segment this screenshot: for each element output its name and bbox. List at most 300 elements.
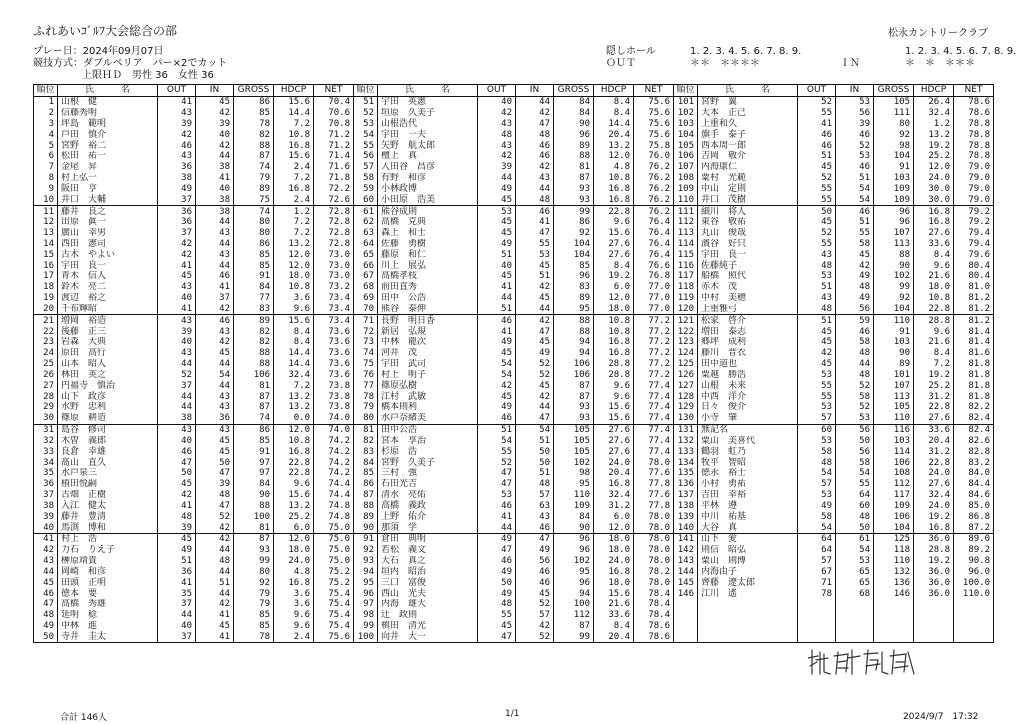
gross-score: 95 — [554, 479, 594, 490]
hdcp-value: 14.4 — [594, 118, 634, 129]
table-row — [34, 522, 354, 533]
net-score: 77.2 — [634, 326, 674, 337]
gross-score: 80 — [234, 217, 274, 228]
gross-score: 84 — [554, 108, 594, 119]
rank: 24 — [34, 348, 58, 359]
player-name: 粟山 美喜代 — [698, 436, 798, 447]
in-score: 50 — [836, 436, 874, 447]
table-row — [34, 194, 354, 205]
rank: 86 — [354, 479, 378, 490]
net-score: 81.8 — [954, 370, 994, 381]
rank: 128 — [674, 391, 698, 402]
net-score: 77.0 — [634, 282, 674, 293]
rank: 20 — [34, 304, 58, 315]
table-row — [674, 217, 994, 228]
gross-score: 91 — [874, 162, 914, 173]
player-name: 大石 真之 — [378, 556, 478, 567]
out-score: 46 — [798, 129, 836, 140]
hdcp-value: 24.0 — [914, 500, 954, 511]
player-name: 中林 進 — [58, 621, 158, 632]
rank: 79 — [354, 402, 378, 413]
net-score: 73.6 — [314, 326, 354, 337]
player-name: 鶴羽 虹乃 — [698, 446, 798, 457]
in-score: 46 — [836, 129, 874, 140]
net-score: 76.8 — [634, 271, 674, 282]
results-table-1 — [33, 84, 354, 643]
player-name: 古畑 正樹 — [58, 490, 158, 501]
out-score: 43 — [798, 293, 836, 304]
player-name: 山本 昭人 — [58, 359, 158, 370]
out-score: 49 — [158, 545, 196, 556]
in-score: 45 — [516, 337, 554, 348]
player-name: 渡辺 裕之 — [58, 293, 158, 304]
net-score: 77.8 — [634, 479, 674, 490]
player-name: 中林 龍次 — [378, 337, 478, 348]
net-score: 89.2 — [954, 545, 994, 556]
gross-score: 96 — [554, 271, 594, 282]
out-score: 55 — [798, 391, 836, 402]
table-row — [354, 162, 674, 173]
gross-score: 78 — [234, 118, 274, 129]
in-score: 54 — [836, 183, 874, 194]
net-score: 78.2 — [634, 566, 674, 577]
out-score: 45 — [478, 391, 516, 402]
in-score: 44 — [516, 304, 554, 315]
rank — [674, 610, 698, 621]
rank: 75 — [354, 359, 378, 370]
out-score: 37 — [158, 194, 196, 205]
hdcp-value: 27.6 — [594, 446, 634, 457]
gross-score: 89 — [554, 293, 594, 304]
player-name: 粟山 則博 — [698, 556, 798, 567]
in-score: 52 — [836, 380, 874, 391]
out-score: 41 — [158, 304, 196, 315]
gross-score: 84 — [554, 511, 594, 522]
player-name: 小林政博 — [378, 183, 478, 194]
gross-score: 107 — [874, 380, 914, 391]
net-score: 81.2 — [954, 315, 994, 326]
out-score: 46 — [158, 446, 196, 457]
player-name: 中山 定則 — [698, 183, 798, 194]
rank: 13 — [34, 228, 58, 239]
gross-score: 89 — [554, 140, 594, 151]
out-score: 44 — [158, 610, 196, 621]
net-score: 71.4 — [314, 151, 354, 162]
table-row — [34, 631, 354, 642]
print-timestamp: 2024/9/7 17:32 — [903, 712, 979, 722]
header-row — [674, 85, 994, 97]
net-score: 83.2 — [954, 457, 994, 468]
out-score: 39 — [478, 162, 516, 173]
gross-score: 88 — [554, 151, 594, 162]
rank: 94 — [354, 566, 378, 577]
out-score: 40 — [158, 621, 196, 632]
player-name: 内海康仁 — [698, 162, 798, 173]
net-score: 74.2 — [314, 436, 354, 447]
out-score: 45 — [478, 271, 516, 282]
rank: 141 — [674, 533, 698, 544]
hdcp-value: 16.8 — [914, 206, 954, 217]
table-row — [354, 194, 674, 205]
hdcp-value: 30.0 — [914, 183, 954, 194]
hdcp-value: 33.6 — [914, 424, 954, 435]
net-score: 81.2 — [954, 304, 994, 315]
hdcp-value: 36.0 — [914, 588, 954, 599]
table-row — [354, 282, 674, 293]
column-header-hdcp: HDCP — [274, 85, 314, 97]
player-name: 松田 祐一 — [58, 151, 158, 162]
rank: 125 — [674, 359, 698, 370]
gross-score: 95 — [554, 304, 594, 315]
hdcp-value: 18.0 — [594, 304, 634, 315]
player-name: 小村 勇祐 — [698, 479, 798, 490]
in-score: 39 — [196, 118, 234, 129]
net-score: 90.8 — [954, 556, 994, 567]
gross-score: 99 — [554, 206, 594, 217]
table-row — [674, 511, 994, 522]
table-row — [354, 315, 674, 326]
player-name: 宇田 武司 — [378, 359, 478, 370]
player-name: 藤井 豊清 — [58, 511, 158, 522]
in-score: 57 — [516, 490, 554, 501]
rank: 39 — [34, 511, 58, 522]
out-score: 41 — [158, 577, 196, 588]
hdcp-value: 28.8 — [594, 359, 634, 370]
net-score: 79.2 — [954, 206, 994, 217]
player-name: 古木 やよい — [58, 249, 158, 260]
hdcp-value: 3.6 — [274, 599, 314, 610]
net-score: 78.8 — [954, 118, 994, 129]
hdcp-value: 22.8 — [914, 304, 954, 315]
rank: 76 — [354, 370, 378, 381]
table-row — [674, 577, 994, 588]
out-score: 45 — [798, 326, 836, 337]
player-name: 江川 遙 — [698, 588, 798, 599]
player-name: 水戸泉三 — [58, 468, 158, 479]
gross-score: 106 — [554, 370, 594, 381]
results-table-2 — [353, 84, 674, 643]
gross-score: 81 — [234, 380, 274, 391]
rank: 31 — [34, 424, 58, 435]
out-score: 36 — [158, 162, 196, 173]
table-row — [34, 304, 354, 315]
player-name: 杉原 浩 — [378, 446, 478, 457]
out-score — [798, 599, 836, 610]
rank: 43 — [34, 556, 58, 567]
hdcp-value: 25.2 — [914, 151, 954, 162]
hdcp-value: 15.6 — [594, 413, 634, 424]
hdcp-value — [914, 621, 954, 632]
hdcp-value: 19.2 — [914, 370, 954, 381]
player-name: 宇田 良一 — [698, 249, 798, 260]
hdcp-value: 15.6 — [594, 402, 634, 413]
gross-score: 113 — [874, 239, 914, 250]
out-score: 36 — [158, 566, 196, 577]
rank: 132 — [674, 436, 698, 447]
rank: 84 — [354, 457, 378, 468]
gross-score: 80 — [874, 118, 914, 129]
rank: 126 — [674, 370, 698, 381]
table-row — [354, 370, 674, 381]
gross-score: 104 — [874, 151, 914, 162]
table-row — [674, 500, 994, 511]
table-row — [34, 500, 354, 511]
in-score: 48 — [836, 348, 874, 359]
rank: 50 — [34, 631, 58, 642]
rank: 33 — [34, 446, 58, 457]
player-name: 田中道也 — [698, 359, 798, 370]
player-name: 宇田 良一 — [58, 260, 158, 271]
table-row — [354, 183, 674, 194]
hdcp-value: 14.4 — [274, 348, 314, 359]
player-name: 田中公浩 — [378, 424, 478, 435]
gross-score: 90 — [234, 490, 274, 501]
player-name: 吉岡 敬介 — [698, 151, 798, 162]
gross-score: 78 — [234, 631, 274, 642]
player-name: 後藤 正三 — [58, 326, 158, 337]
rank: 34 — [34, 457, 58, 468]
out-score: 58 — [798, 511, 836, 522]
in-score: 59 — [836, 315, 874, 326]
in-score: 42 — [516, 391, 554, 402]
gross-score: 87 — [234, 402, 274, 413]
hdcp-value: 6.0 — [594, 511, 634, 522]
out-score: 43 — [158, 151, 196, 162]
table-row — [674, 545, 994, 556]
gross-score: 80 — [234, 228, 274, 239]
out-score: 37 — [158, 631, 196, 642]
net-score: 70.4 — [314, 96, 354, 107]
out-score: 44 — [478, 173, 516, 184]
gross-score: 83 — [554, 282, 594, 293]
rank: 67 — [354, 271, 378, 282]
hdcp-value: 15.6 — [274, 151, 314, 162]
rank: 83 — [354, 446, 378, 457]
table-row — [674, 566, 994, 577]
hdcp-value: 14.4 — [274, 108, 314, 119]
net-score: 73.0 — [314, 271, 354, 282]
hdcp-value: 15.6 — [274, 96, 314, 107]
in-score: 42 — [196, 140, 234, 151]
net-score: 71.2 — [314, 129, 354, 140]
player-name: 宮本 享治 — [378, 436, 478, 447]
gross-score: 90 — [554, 118, 594, 129]
table-row — [354, 108, 674, 119]
net-score: 72.2 — [314, 183, 354, 194]
rank: 107 — [674, 162, 698, 173]
gross-score: 118 — [874, 545, 914, 556]
table-row — [674, 151, 994, 162]
hdcp-value: 24.0 — [914, 468, 954, 479]
in-score: 53 — [516, 249, 554, 260]
gross-score: 117 — [874, 490, 914, 501]
table-row — [34, 260, 354, 271]
in-score: 49 — [516, 545, 554, 556]
rank: 91 — [354, 533, 378, 544]
in-score: 45 — [516, 260, 554, 271]
gross-score: 87 — [554, 621, 594, 632]
out-score: 45 — [798, 337, 836, 348]
table-row — [354, 249, 674, 260]
net-score: 71.2 — [314, 140, 354, 151]
table-row — [674, 304, 994, 315]
rank: 30 — [34, 413, 58, 424]
player-name: 川上 展弘 — [378, 260, 478, 271]
out-score: 46 — [478, 556, 516, 567]
in-score: 68 — [836, 588, 874, 599]
in-score: 45 — [516, 293, 554, 304]
out-score: 45 — [158, 533, 196, 544]
out-score: 55 — [798, 183, 836, 194]
table-row — [354, 522, 674, 533]
gross-score: 102 — [554, 556, 594, 567]
table-row — [674, 260, 994, 271]
out-score: 53 — [798, 402, 836, 413]
hdcp-value: 27.6 — [914, 413, 954, 424]
player-name: 大谷 真 — [698, 522, 798, 533]
out-score: 36 — [158, 217, 196, 228]
column-header-in: IN — [516, 85, 554, 97]
player-name: 宇田 一夫 — [378, 129, 478, 140]
rank: 68 — [354, 282, 378, 293]
gross-score: 104 — [874, 522, 914, 533]
hdcp-value: 6.0 — [274, 522, 314, 533]
net-score: 78.6 — [954, 108, 994, 119]
in-score: 46 — [516, 522, 554, 533]
gross-score: 96 — [554, 545, 594, 556]
net-score: 76.2 — [634, 194, 674, 205]
in-score: 42 — [196, 108, 234, 119]
net-score: 74.0 — [314, 424, 354, 435]
out-score: 47 — [478, 479, 516, 490]
rank: 112 — [674, 217, 698, 228]
net-score: 84.0 — [954, 468, 994, 479]
table-row — [674, 588, 994, 599]
hdcp-value: 18.0 — [594, 577, 634, 588]
table-row — [354, 293, 674, 304]
in-score: 45 — [516, 380, 554, 391]
net-score: 76.4 — [634, 228, 674, 239]
net-score: 87.2 — [954, 522, 994, 533]
in-score: 49 — [836, 293, 874, 304]
player-name: 西本周一郎 — [698, 140, 798, 151]
out-score: 50 — [478, 577, 516, 588]
hdcp-value — [914, 631, 954, 642]
player-name: 井口 大輔 — [58, 194, 158, 205]
out-score: 54 — [798, 522, 836, 533]
gross-score: 132 — [874, 566, 914, 577]
player-name: 上重和久 — [698, 118, 798, 129]
hdcp-value: 10.8 — [274, 129, 314, 140]
player-name: 中西 洋介 — [698, 391, 798, 402]
gross-score: 125 — [874, 533, 914, 544]
hdcp-value: 22.8 — [914, 402, 954, 413]
hdcp-value: 8.4 — [594, 260, 634, 271]
gross-score: 106 — [234, 370, 274, 381]
rank: 142 — [674, 545, 698, 556]
gross-score: 99 — [554, 631, 594, 642]
table-row — [354, 271, 674, 282]
in-score: 58 — [836, 391, 874, 402]
gross-score: 106 — [874, 511, 914, 522]
player-name: 佐藤純子 — [698, 260, 798, 271]
club-name: 松永カントリークラブ — [888, 28, 988, 39]
hdcp-value: 33.6 — [914, 239, 954, 250]
rank: 111 — [674, 206, 698, 217]
gross-score: 87 — [554, 173, 594, 184]
column-header-out: OUT — [478, 85, 516, 97]
rank: 71 — [354, 315, 378, 326]
rank: 17 — [34, 271, 58, 282]
table-row — [354, 348, 674, 359]
gross-score: 113 — [874, 391, 914, 402]
net-score: 75.6 — [314, 631, 354, 642]
column-header-in: IN — [196, 85, 234, 97]
player-name: 高橋 秀雄 — [58, 599, 158, 610]
table-row — [34, 413, 354, 424]
out-score: 51 — [158, 556, 196, 567]
hidden-mask-in: ＊ ＊ ＊＊＊ — [905, 58, 975, 69]
table-row — [354, 468, 674, 479]
hdcp-value: 27.6 — [594, 239, 634, 250]
hdcp-value: 8.4 — [274, 337, 314, 348]
player-name: 旗手 泰子 — [698, 129, 798, 140]
in-score: 44 — [196, 545, 234, 556]
column-header-gross: GROSS — [874, 85, 914, 97]
gross-score: 96 — [554, 577, 594, 588]
in-score: 40 — [196, 129, 234, 140]
net-score: 77.6 — [634, 490, 674, 501]
table-row — [34, 391, 354, 402]
in-score: 50 — [196, 457, 234, 468]
player-name: 向井 大一 — [378, 631, 478, 642]
out-score: 54 — [478, 370, 516, 381]
hdcp-value: 8.4 — [594, 108, 634, 119]
gross-score: 89 — [234, 315, 274, 326]
hdcp-value: 24.0 — [594, 457, 634, 468]
out-score: 54 — [478, 436, 516, 447]
net-score: 72.8 — [314, 206, 354, 217]
gross-score: 111 — [874, 108, 914, 119]
net-score: 75.4 — [314, 610, 354, 621]
rank: 32 — [34, 436, 58, 447]
out-score: 57 — [798, 556, 836, 567]
table-row — [354, 533, 674, 544]
hdcp-value: 19.2 — [914, 511, 954, 522]
in-score: 47 — [516, 413, 554, 424]
gross-score: 95 — [554, 566, 594, 577]
rank: 56 — [354, 151, 378, 162]
rank: 40 — [34, 522, 58, 533]
player-name: 藤川 晋衣 — [698, 348, 798, 359]
rank: 64 — [354, 239, 378, 250]
gross-score: 88 — [234, 348, 274, 359]
gross-score: 108 — [874, 468, 914, 479]
gross-score: 82 — [234, 337, 274, 348]
net-score: 78.8 — [954, 129, 994, 140]
table-row — [674, 337, 994, 348]
gross-score: 93 — [554, 402, 594, 413]
gross-score: 83 — [234, 304, 274, 315]
rank: 60 — [354, 194, 378, 205]
table-row — [674, 239, 994, 250]
gross-score: 96 — [554, 129, 594, 140]
table-row — [674, 118, 994, 129]
player-name: 垣内 昭治 — [378, 566, 478, 577]
hdcp-value: 18.0 — [274, 271, 314, 282]
out-score: 78 — [798, 588, 836, 599]
hdcp-value: 16.8 — [274, 577, 314, 588]
